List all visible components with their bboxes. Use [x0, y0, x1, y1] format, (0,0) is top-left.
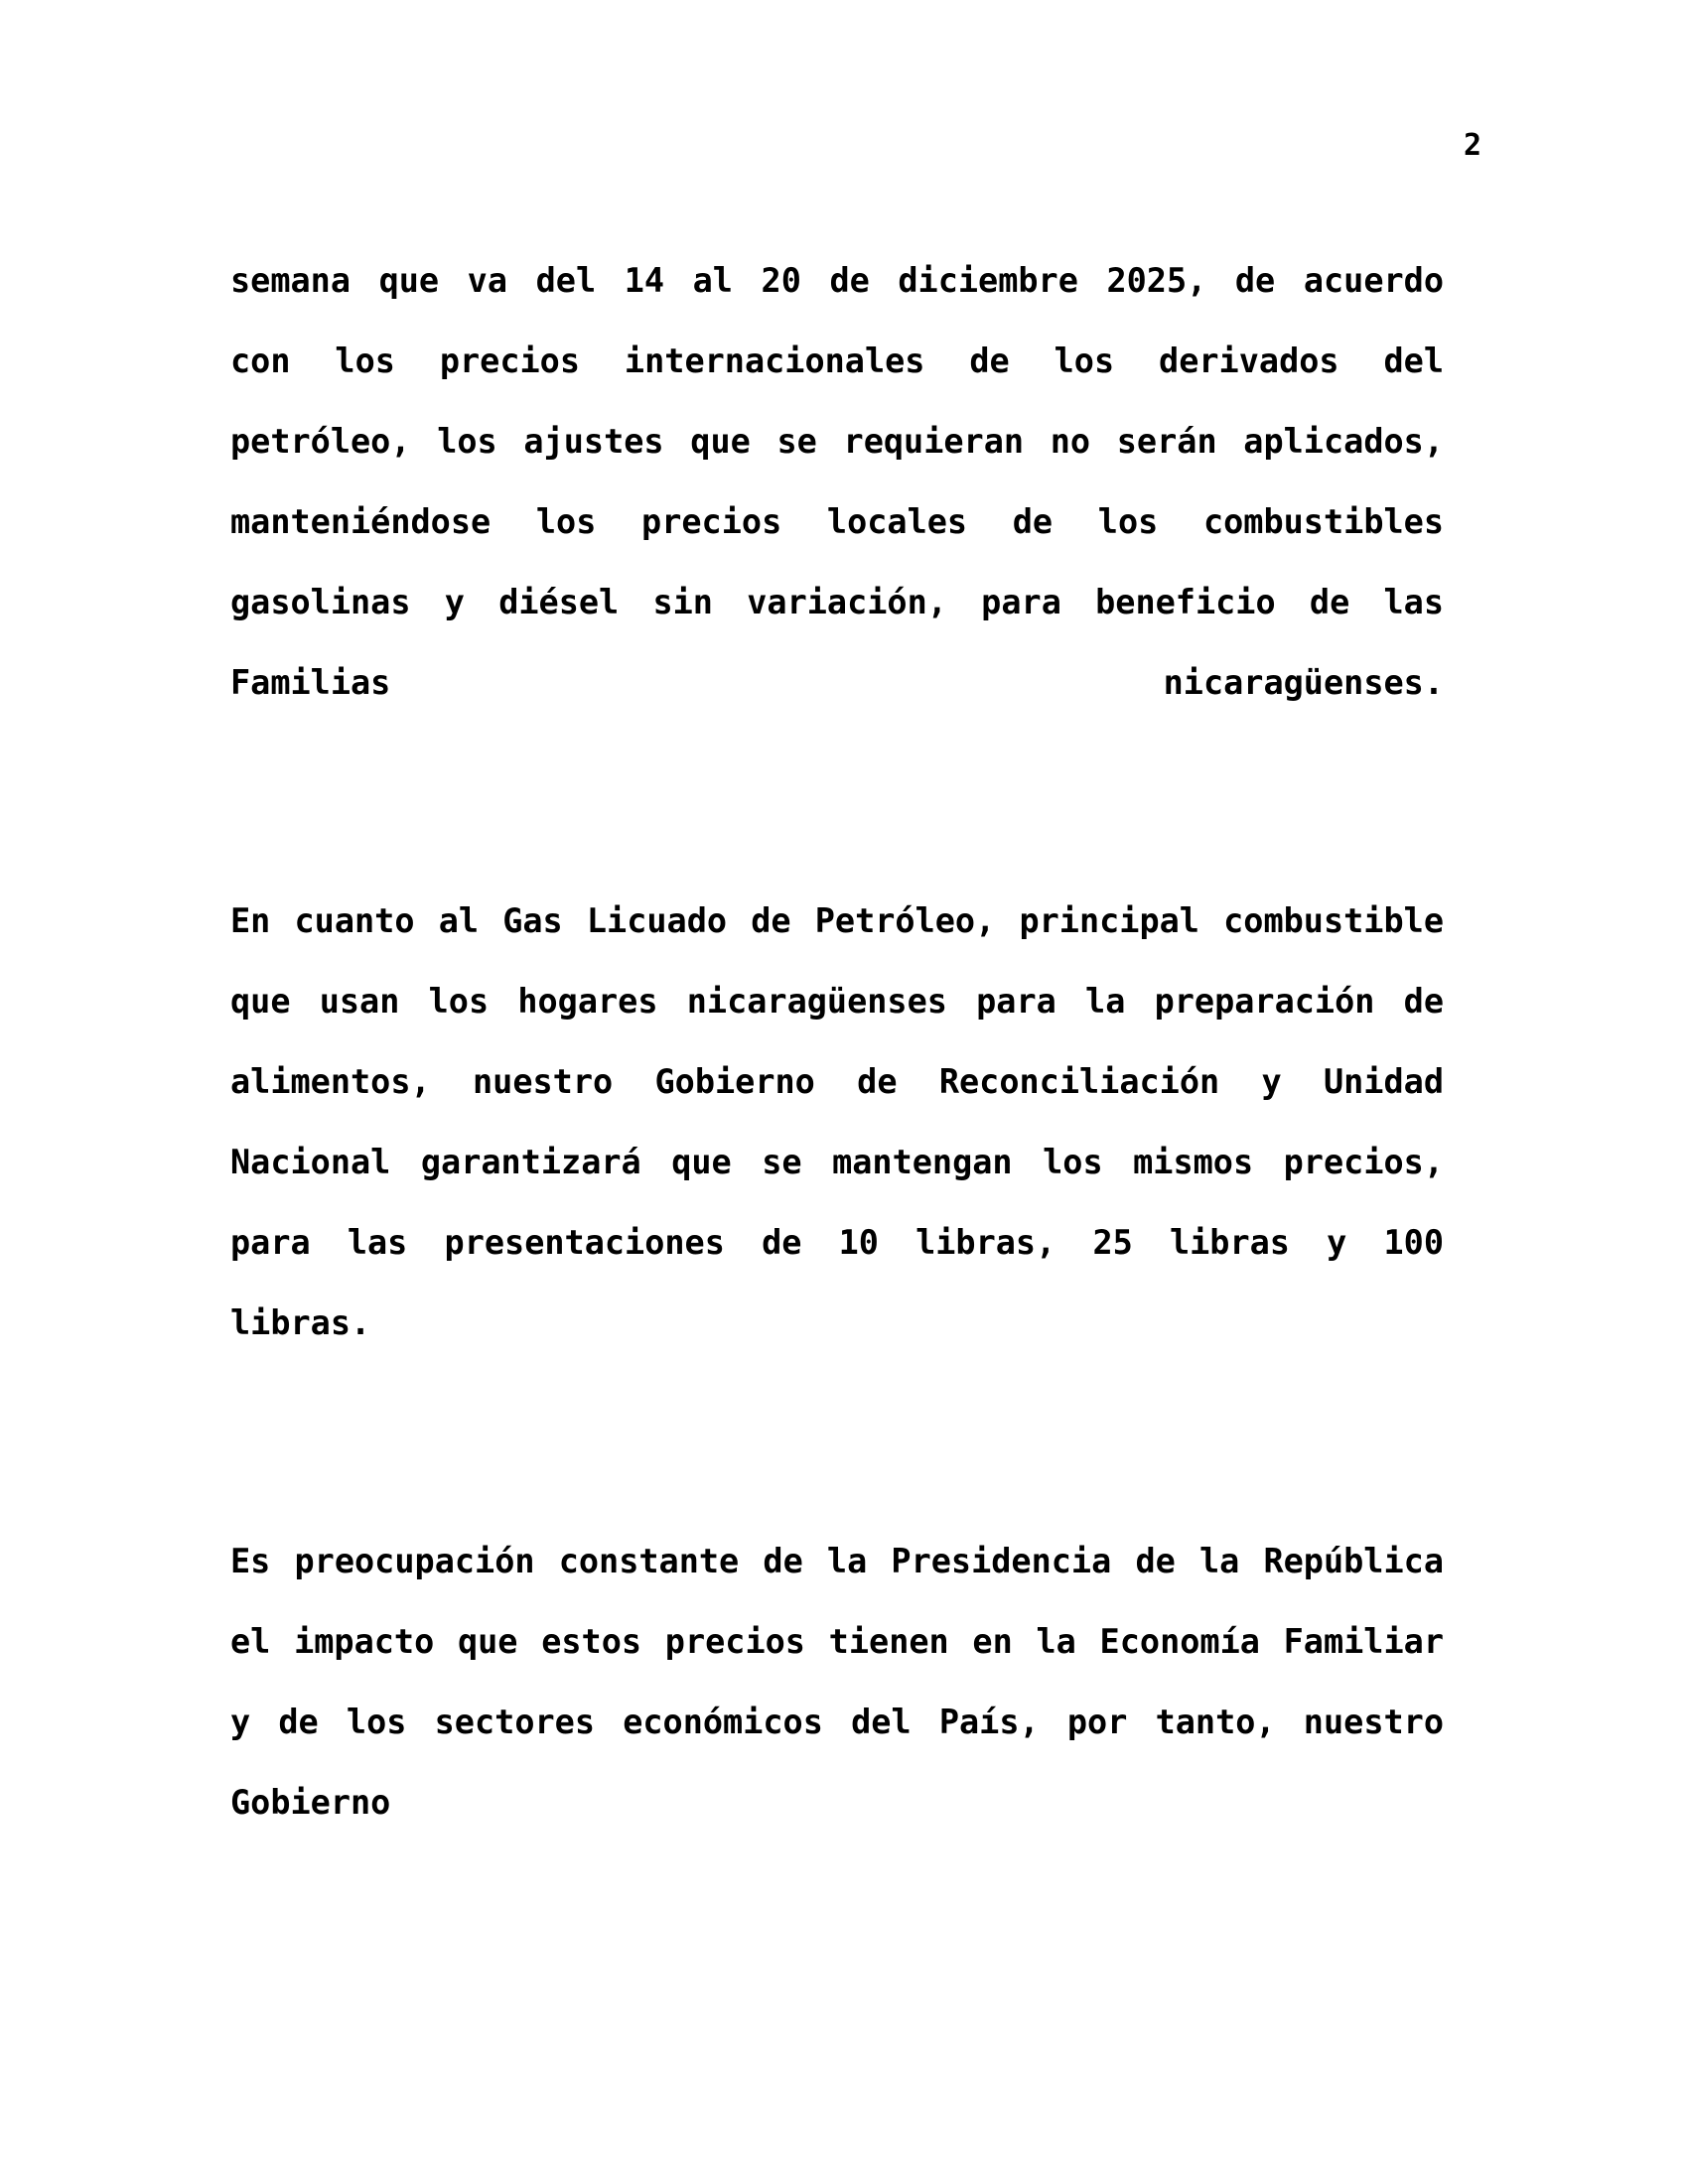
paragraph: En cuanto al Gas Licuado de Petróleo, principal combustible que usan los hogares nicaragüenses para la preparación de alimentos, nuestro Gobierno de Reconciliación y Unidad Nacional garantizará que se mantengan los mismos precios, para las presentaciones de 10 libras, 25 libras y 100 libras.: [230, 901, 1466, 1342]
paragraph: semana que va del 14 al 20 de diciembre 2025, de acuerdo con los precios internacionales de los derivados del petróleo, los ajustes que se requieran no serán aplicados, manteniéndose los precios locales de los combustibles gasolinas y diésel sin variación, para beneficio de las Familias nicaragüenses.: [230, 261, 1466, 702]
page-number: 2: [1463, 128, 1481, 163]
paragraph: Es preocupación constante de la Presidencia de la República el impacto que estos precios tienen en la Economía Familiar y de los sectores económicos del País, por tanto, nuestro Gobierno: [230, 1542, 1466, 1822]
document-body: [230, 240, 1466, 1923]
